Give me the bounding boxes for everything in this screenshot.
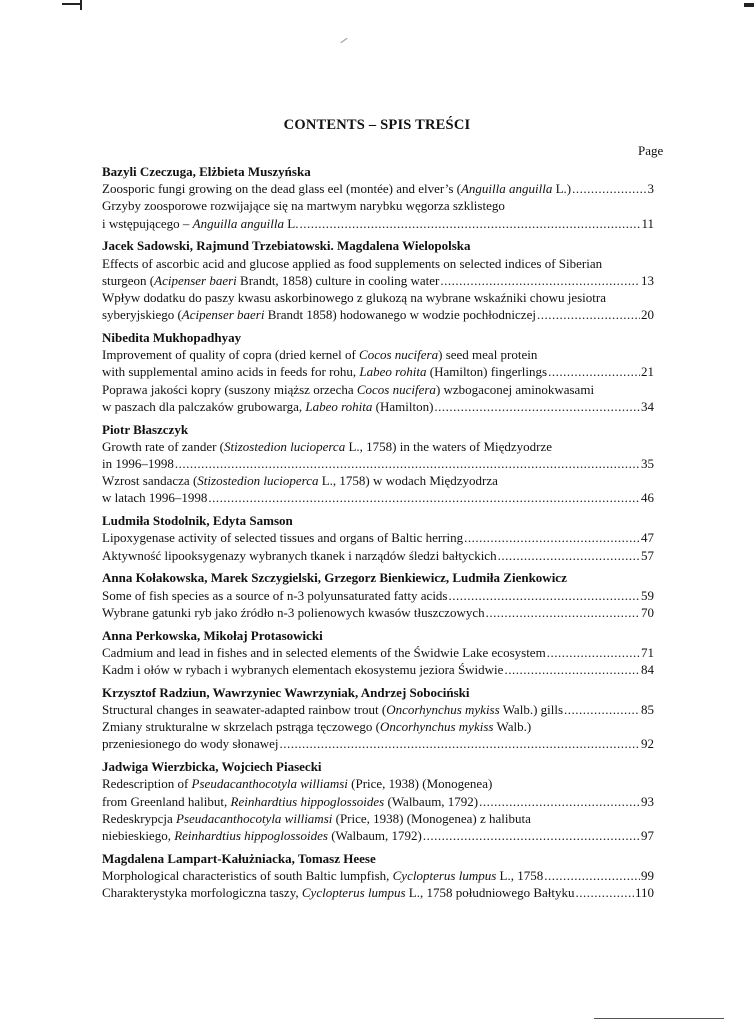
title-segment: Charakterystyka morfologiczna taszy, — [102, 885, 302, 901]
title-segment: Walb.) — [493, 719, 532, 735]
entry-title-line-with-page — [102, 363, 654, 380]
species-name: Cocos nucifera — [359, 347, 439, 363]
page-number: 59 — [641, 587, 654, 603]
species-name: Labeo rohita — [305, 398, 373, 414]
title-segment: L., 1758 południowego Bałtyku — [405, 885, 575, 901]
page-number: 110 — [634, 885, 654, 901]
entry-title-line-with-page — [102, 489, 654, 506]
entry-title-text — [102, 306, 536, 323]
contents-entry — [102, 684, 654, 753]
entry-title-line — [102, 810, 654, 827]
title-segment: Effects of ascorbic acid and glucose applied as food supplements on selected indices of Siberian — [102, 255, 603, 271]
entry-title-line — [102, 197, 654, 214]
title-segment: w paszach dla palczaków grubowarga, — [102, 398, 306, 414]
entry-title-text — [102, 256, 602, 271]
title-segment: ) wzbogaconej aminokwasami — [435, 381, 595, 397]
entry-title-text — [102, 884, 575, 901]
dot-leader — [544, 867, 640, 884]
dot-leader — [464, 529, 640, 546]
title-segment: Wzrost sandacza ( — [102, 473, 198, 489]
entry-authors: Anna Kołakowska, Marek Szczygielski, Grzegorz Bienkiewicz, Ludmiła Zienkowicz — [102, 570, 567, 586]
page-number: 92 — [641, 736, 654, 752]
title-segment: Zmiany strukturalne w skrzelach pstrąga tęczowego ( — [102, 719, 380, 735]
dot-leader — [576, 884, 634, 901]
entry-title-line — [102, 438, 654, 455]
title-segment: Some of fish species as a source of n-3 polyunsaturated fatty acids — [102, 587, 448, 603]
species-name: Reinhardtius hippoglossoides — [230, 793, 385, 809]
entry-title-text — [102, 701, 563, 718]
entry-title-line — [102, 255, 654, 272]
species-name: Acipenser baeri — [181, 307, 265, 323]
entry-authors: Ludmiła Stodolnik, Edyta Samson — [102, 513, 293, 529]
species-name: Stizostedion lucioperca — [224, 438, 346, 454]
dot-leader — [504, 661, 640, 678]
entry-title-text — [102, 290, 606, 305]
entry-title-line — [102, 289, 654, 306]
species-name: Labeo rohita — [359, 364, 427, 380]
scan-bottom-line — [594, 1018, 724, 1019]
dot-leader — [280, 735, 640, 752]
entry-title-text — [102, 272, 439, 289]
page-number: 3 — [647, 181, 654, 197]
contents-list — [102, 163, 654, 907]
species-name: Pseudacanthocotyla williamsi — [191, 776, 348, 792]
entry-title-line — [102, 381, 654, 398]
title-segment: Morphological characteristics of south Baltic lumpfish, — [102, 868, 393, 884]
contents-entry — [102, 237, 654, 323]
entry-title-line — [102, 346, 654, 363]
species-name: Anguilla anguilla — [460, 181, 553, 197]
title-segment: L., 1758) in the waters of Międzyodrze — [345, 438, 553, 454]
title-segment: (Price, 1938) (Monogenea) — [347, 776, 493, 792]
entry-title-line — [102, 775, 654, 792]
page-number: 71 — [641, 644, 654, 660]
page-number: 85 — [641, 702, 654, 718]
entry-title-line-with-page — [102, 644, 654, 661]
entry-title-line-with-page — [102, 884, 654, 901]
entry-title-text — [102, 198, 505, 213]
dot-leader — [572, 180, 646, 197]
page-column-label: Page — [638, 143, 664, 158]
dot-leader — [175, 455, 640, 472]
dot-leader — [440, 272, 640, 289]
title-segment: (Walbaum, 1792) — [327, 828, 422, 844]
entry-title-text — [102, 439, 552, 454]
entry-title-line-with-page — [102, 547, 654, 564]
species-name: Anguilla anguilla — [192, 215, 284, 231]
scan-edge-mark — [744, 3, 754, 7]
species-name: Reinhardtius hippoglossoides — [174, 828, 328, 844]
entry-title-text — [102, 455, 174, 472]
page-number: 13 — [641, 272, 654, 288]
title-segment: (Walbaum, 1792) — [384, 793, 479, 809]
title-segment: Wpływ dodatku do paszy kwasu askorbinowego z glukozą na wybrane wskaźniki chowu jesiotra — [102, 290, 606, 306]
entry-title-text — [102, 363, 547, 380]
page-number: 46 — [641, 490, 654, 506]
entry-title-text — [102, 811, 531, 826]
entry-title-line-with-page — [102, 604, 654, 621]
title-segment: Brandt 1858) hodowanego w wodzie pochłodniczej — [264, 307, 536, 323]
dot-leader — [486, 604, 640, 621]
page-number: 84 — [641, 662, 654, 678]
dot-leader — [299, 215, 640, 232]
entry-title-text — [102, 180, 571, 197]
dot-leader — [434, 398, 640, 415]
dot-leader — [564, 701, 640, 718]
page-title: CONTENTS – SPIS TREŚCI — [283, 116, 471, 133]
entry-title-line-with-page — [102, 272, 654, 289]
title-segment: sturgeon ( — [102, 272, 155, 288]
species-name: Cocos nucifera — [356, 381, 436, 397]
entry-title-text — [102, 215, 298, 232]
entry-title-text — [102, 382, 594, 397]
species-name: Oncorhynchus mykiss — [386, 702, 500, 718]
entry-title-line-with-page — [102, 529, 654, 546]
entry-title-text — [102, 473, 498, 488]
page-number: 21 — [641, 364, 654, 380]
entry-authors: Piotr Błaszczyk — [102, 421, 189, 437]
title-segment: L., 1758 — [496, 868, 544, 884]
dot-leader — [448, 587, 640, 604]
entry-title-text — [102, 793, 478, 810]
contents-entry — [102, 163, 654, 232]
title-segment: Redeskrypcja — [102, 810, 177, 826]
title-segment: (Hamilton) fingerlings — [426, 364, 548, 380]
entry-title-line-with-page — [102, 735, 654, 752]
title-segment: from Greenland halibut, — [102, 793, 231, 809]
entry-authors: Krzysztof Radziun, Wawrzyniec Wawrzyniak, Andrzej Sobociński — [102, 684, 470, 700]
page-number: 47 — [641, 530, 654, 546]
contents-entry — [102, 569, 654, 621]
title-segment: (Hamilton) — [372, 398, 434, 414]
title-segment: Kadm i ołów w rybach i wybranych elementach ekosystemu jeziora Świdwie — [102, 662, 504, 678]
entry-title-text — [102, 719, 531, 734]
entry-title-line-with-page — [102, 398, 654, 415]
entry-title-line-with-page — [102, 306, 654, 323]
title-segment: Brandt, 1858) culture in cooling water — [236, 272, 440, 288]
entry-title-line-with-page — [102, 793, 654, 810]
contents-entry — [102, 627, 654, 679]
contents-entry — [102, 758, 654, 844]
title-segment: Lipoxygenase activity of selected tissues and organs of Baltic herring — [102, 530, 464, 546]
entry-title-text — [102, 867, 543, 884]
entry-title-line-with-page — [102, 455, 654, 472]
title-segment: w latach 1996–1998 — [102, 490, 208, 506]
page-number: 11 — [641, 215, 654, 231]
title-segment: Zoosporic fungi growing on the dead glass eel (montée) and elver’s ( — [102, 181, 461, 197]
entry-title-line-with-page — [102, 661, 654, 678]
title-segment: Growth rate of zander ( — [102, 438, 224, 454]
species-name: Cyclopterus lumpus — [392, 868, 497, 884]
entry-title-text — [102, 661, 503, 678]
title-segment: ) seed meal protein — [438, 347, 538, 363]
entry-title-text — [102, 529, 463, 546]
entry-authors: Bazyli Czeczuga, Elżbieta Muszyńska — [102, 164, 311, 179]
entry-title-line-with-page — [102, 867, 654, 884]
entry-title-text — [102, 489, 207, 506]
title-segment: L.) — [552, 181, 572, 197]
title-segment: L., 1758) w wodach Międzyodrza — [318, 473, 498, 489]
page-number: 70 — [641, 604, 654, 620]
page-number: 97 — [641, 828, 654, 844]
page-number: 34 — [641, 398, 654, 414]
title-segment: syberyjskiego ( — [102, 307, 182, 323]
entry-title-text — [102, 827, 422, 844]
page-number: 99 — [641, 868, 654, 884]
title-segment: Structural changes in seawater-adapted rainbow trout ( — [102, 702, 387, 718]
dot-leader — [498, 547, 640, 564]
entry-title-line — [102, 472, 654, 489]
entry-title-text — [102, 587, 447, 604]
scan-speck — [340, 38, 347, 43]
species-name: Stizostedion lucioperca — [197, 473, 319, 489]
title-segment: with supplemental amino acids in feeds for rohu, — [102, 364, 360, 380]
title-segment: Wybrane gatunki ryb jako źródło n-3 polienowych kwasów tłuszczowych — [102, 604, 485, 620]
title-segment: Improvement of quality of copra (dried kernel of — [102, 347, 360, 363]
scan-corner-mark — [62, 0, 82, 6]
dot-leader — [423, 827, 640, 844]
title-segment: Redescription of — [102, 776, 192, 792]
contents-entry — [102, 512, 654, 564]
entry-title-text — [102, 735, 279, 752]
species-name: Acipenser baeri — [154, 272, 237, 288]
title-segment: in 1996–1998 — [102, 456, 174, 472]
page-number: 57 — [641, 547, 654, 563]
entry-authors: Jacek Sadowski, Rajmund Trzebiatowski. Magdalena Wielopolska — [102, 238, 471, 254]
species-name: Cyclopterus lumpus — [301, 885, 406, 901]
title-segment: Grzyby zoosporowe rozwijające się na martwym narybku węgorza szklistego — [102, 198, 505, 214]
title-segment: i wstępującego – — [102, 215, 193, 231]
dot-leader — [548, 363, 640, 380]
title-segment: niebieskiego, — [102, 828, 175, 844]
entry-title-text — [102, 776, 492, 791]
species-name: Pseudacanthocotyla williamsi — [176, 810, 333, 826]
entry-title-line-with-page — [102, 701, 654, 718]
entry-title-text — [102, 547, 497, 564]
entry-title-text — [102, 398, 433, 415]
dot-leader — [537, 306, 640, 323]
page-number: 93 — [641, 793, 654, 809]
dot-leader — [479, 793, 640, 810]
entry-title-text — [102, 644, 546, 661]
page-number: 35 — [641, 456, 654, 472]
dot-leader — [547, 644, 640, 661]
entry-title-line-with-page — [102, 827, 654, 844]
entry-title-line-with-page — [102, 587, 654, 604]
page-number: 20 — [641, 307, 654, 323]
entry-title-text — [102, 604, 485, 621]
title-segment: przeniesionego do wody słonawej — [102, 736, 279, 752]
title-segment: Poprawa jakości kopry (suszony miąższ orzecha — [102, 381, 357, 397]
title-segment: (Price, 1938) (Monogenea) z halibuta — [332, 810, 531, 826]
title-segment: L. — [284, 215, 299, 231]
entry-authors: Jadwiga Wierzbicka, Wojciech Piasecki — [102, 759, 322, 775]
contents-entry — [102, 329, 654, 415]
dot-leader — [208, 489, 640, 506]
entry-title-line — [102, 718, 654, 735]
contents-entry — [102, 850, 654, 902]
title-segment: Walb.) gills — [499, 702, 564, 718]
species-name: Oncorhynchus mykiss — [379, 719, 494, 735]
entry-authors: Magdalena Lampart-Kałużniacka, Tomasz Heese — [102, 850, 376, 866]
entry-authors: Nibedita Mukhopadhyay — [102, 330, 242, 346]
title-segment: Aktywność lipooksygenazy wybranych tkanek i narządów śledzi bałtyckich — [102, 547, 497, 563]
entry-title-line-with-page — [102, 180, 654, 197]
entry-title-text — [102, 347, 537, 362]
contents-entry — [102, 421, 654, 507]
title-segment: Cadmium and lead in fishes and in selected elements of the Świdwie Lake ecosystem — [102, 644, 546, 660]
entry-title-line-with-page — [102, 215, 654, 232]
entry-authors: Anna Perkowska, Mikołaj Protasowicki — [102, 627, 323, 643]
